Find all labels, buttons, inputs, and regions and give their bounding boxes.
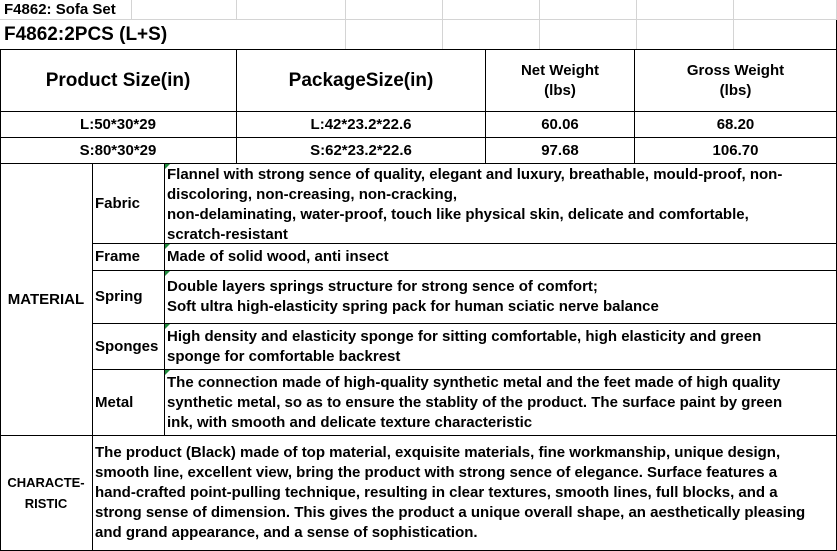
fabric-line-1: Flannel with strong sence of quality, elegant and luxury, breathable, mould-proof, non- xyxy=(167,166,783,183)
sponges-name: Sponges xyxy=(93,324,165,370)
characteristic-line-3: hand-crafted point-pulling technique, resulting in clear textures, smooth lines, full blocks, and a xyxy=(95,484,778,501)
header-net-weight xyxy=(486,50,635,112)
characteristic-label-line2: RISTIC xyxy=(24,496,68,511)
grid-cell xyxy=(637,0,734,20)
spring-line-2: Soft ultra high-elasticity spring pack for human sciatic nerve balance xyxy=(167,298,659,315)
row-1-product-size: L:50*30*29 xyxy=(0,112,237,138)
header-package-size-label: PackageSize(in) xyxy=(288,69,434,91)
comment-marker-icon xyxy=(165,370,170,375)
fabric-line-4: scratch-resistant xyxy=(167,226,288,243)
model-title: F4862:2PCS (L+S) xyxy=(4,24,168,45)
header-net-weight-line1: Net Weight xyxy=(520,61,600,79)
characteristic-line-4: strong sense of dimension. This gives the product a unique overall shape, an aesthetically pleasing xyxy=(95,504,806,521)
row-2-gross-weight: 106.70 xyxy=(635,138,837,164)
characteristic-label-line1: CHARACTE- xyxy=(7,475,85,490)
comment-marker-icon xyxy=(165,244,170,249)
frame-description xyxy=(165,244,837,271)
metal-line-3: ink, with smooth and delicate texture characteristic xyxy=(167,414,533,431)
header-gross-weight-line2: (lbs) xyxy=(719,81,752,99)
header-net-weight-line2: (lbs) xyxy=(544,81,576,99)
row-2-net-weight: 97.68 xyxy=(486,138,635,164)
header-gross-weight-line1: Gross Weight xyxy=(686,61,785,79)
fabric-line-3: non-delaminating, water-proof, touch like physical skin, delicate and comfortable, xyxy=(167,206,749,223)
frame-line-1: Made of solid wood, anti insect xyxy=(167,248,389,265)
comment-marker-icon xyxy=(165,324,170,329)
comment-marker-icon xyxy=(165,271,170,276)
spring-description xyxy=(165,271,837,324)
comment-marker-icon xyxy=(165,164,170,169)
fabric-line-2: discoloring, non-creasing, non-cracking, xyxy=(167,186,458,203)
grid-cell xyxy=(346,0,443,20)
grid-cell xyxy=(237,0,346,20)
spring-name: Spring xyxy=(93,271,165,324)
material-label: MATERIAL xyxy=(0,164,93,436)
sponges-line-1: High density and elasticity sponge for sitting comfortable, high elasticity and green xyxy=(167,328,762,345)
sheet-title: F4862: Sofa Set xyxy=(4,1,116,18)
grid-cell xyxy=(132,0,237,20)
characteristic-label xyxy=(0,436,93,551)
row-2-package-size: S:62*23.2*22.6 xyxy=(237,138,486,164)
header-gross-weight xyxy=(635,50,837,112)
fabric-description xyxy=(165,164,837,244)
frame-name: Frame xyxy=(93,244,165,271)
characteristic-line-5: and grand appearance, and a sense of sophistication. xyxy=(95,524,478,541)
grid-cell xyxy=(540,20,637,50)
row-1-package-size: L:42*23.2*22.6 xyxy=(237,112,486,138)
fabric-name: Fabric xyxy=(93,164,165,244)
header-package-size xyxy=(237,50,486,112)
grid-cell xyxy=(637,20,734,50)
row-1-gross-weight: 68.20 xyxy=(635,112,837,138)
grid-cell xyxy=(443,0,540,20)
characteristic-line-1: The product (Black) made of top material, exquisite materials, fine workmanship, unique design, xyxy=(95,444,781,461)
metal-name: Metal xyxy=(93,370,165,436)
metal-line-1: The connection made of high-quality synthetic metal and the feet made of high quality xyxy=(167,374,781,391)
grid-cell xyxy=(237,20,346,50)
metal-description xyxy=(165,370,837,436)
sponges-description xyxy=(165,324,837,370)
grid-cell xyxy=(346,20,443,50)
metal-line-2: synthetic metal, so as to ensure the stablity of the product. The surface paint by green xyxy=(167,394,783,411)
sponges-line-2: sponge for comfortable backrest xyxy=(167,348,401,365)
header-product-size xyxy=(0,50,237,112)
spring-line-1: Double layers springs structure for strong sence of comfort; xyxy=(167,278,598,295)
characteristic-line-2: smooth line, excellent view, bring the product with strong sence of elegance. Surface features a xyxy=(95,464,778,481)
characteristic-description xyxy=(93,436,837,551)
row-1-net-weight: 60.06 xyxy=(486,112,635,138)
grid-cell xyxy=(443,20,540,50)
row-2-product-size: S:80*30*29 xyxy=(0,138,237,164)
header-product-size-label: Product Size(in) xyxy=(45,69,191,91)
grid-cell xyxy=(540,0,637,20)
grid-cell xyxy=(734,0,837,20)
